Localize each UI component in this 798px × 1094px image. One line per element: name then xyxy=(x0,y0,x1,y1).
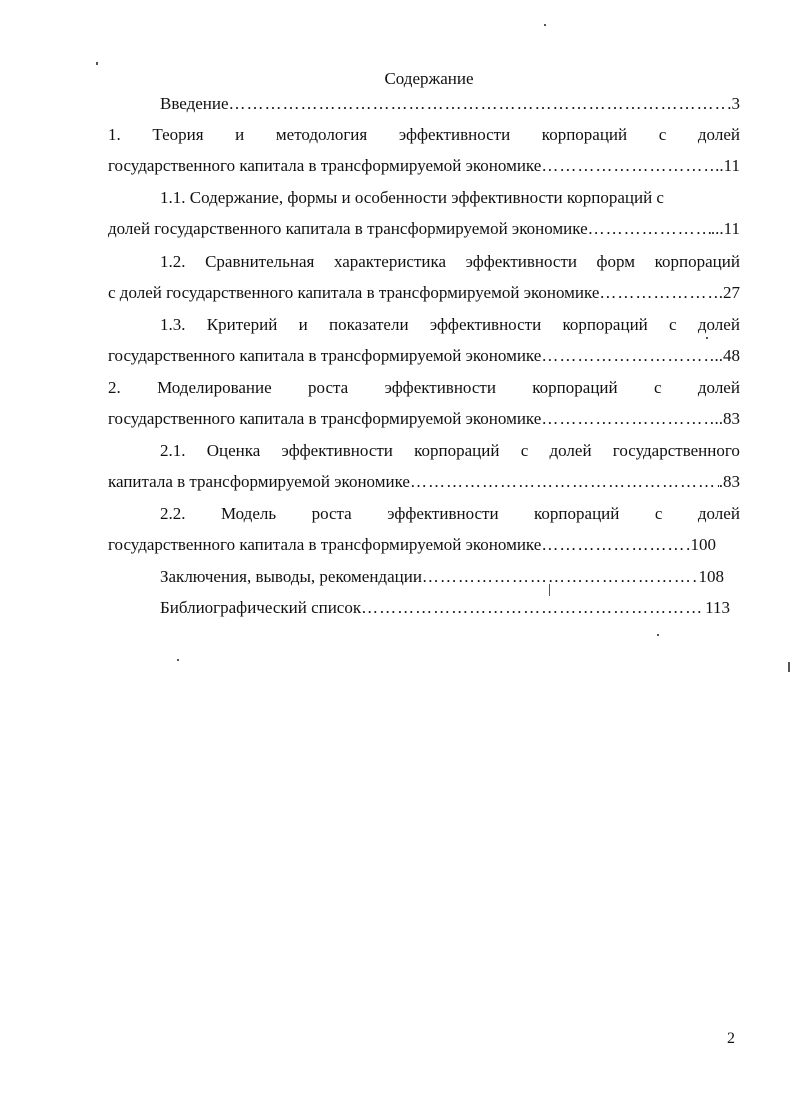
toc-page-number: 113 xyxy=(705,598,730,617)
toc-page-number: 100 xyxy=(690,535,716,554)
toc-word: с xyxy=(654,504,663,523)
toc-word: эффективности xyxy=(429,315,542,334)
toc-entry-text: Заключения, выводы, рекомендации xyxy=(160,567,422,586)
toc-page-number: ...11 xyxy=(710,219,740,238)
leader-dots xyxy=(541,155,715,177)
toc-word: и xyxy=(298,315,308,334)
toc-word: Оценка xyxy=(206,441,261,460)
toc-word: долей xyxy=(549,441,592,460)
scan-speck xyxy=(657,634,659,636)
leader-dots xyxy=(422,566,699,588)
toc-word: форм xyxy=(596,252,636,271)
toc-word: эффективности xyxy=(384,378,496,397)
leader-dots xyxy=(410,471,719,493)
toc-entry-bibliography xyxy=(160,597,730,619)
toc-word: эффективности xyxy=(387,504,499,523)
toc-word: 1.2. xyxy=(160,252,186,271)
toc-entry-s11-line2 xyxy=(108,218,740,240)
toc-entry-s21-line2 xyxy=(108,471,740,493)
toc-word: корпораций xyxy=(534,504,620,523)
toc-page-number: .83 xyxy=(718,472,740,491)
toc-entry-s13-line1 xyxy=(160,314,740,336)
toc-page-number: ..11 xyxy=(715,156,740,175)
toc-word: долей xyxy=(697,504,740,523)
toc-word: 1.3. xyxy=(160,315,186,334)
toc-entry-s13-line2 xyxy=(108,345,740,367)
toc-entry-text: Введение xyxy=(160,94,229,113)
toc-word: 2. xyxy=(108,378,121,397)
toc-entry-ch2-line2 xyxy=(108,408,740,430)
scan-speck xyxy=(177,659,179,661)
toc-entry-text: с долей государственного капитала в трансформируемой экономике xyxy=(108,283,600,302)
toc-entry-text: государственного капитала в трансформируемой экономике xyxy=(108,409,542,428)
toc-word: эффективности xyxy=(281,441,393,460)
toc-word: 1. xyxy=(108,125,121,144)
toc-word: эффективности xyxy=(398,125,511,144)
toc-word: 2.2. xyxy=(160,504,186,523)
toc-word: роста xyxy=(308,378,349,397)
toc-entry-s12-line1 xyxy=(160,251,740,273)
toc-word: и xyxy=(235,125,245,144)
toc-entry-ch1-line1 xyxy=(108,124,740,146)
toc-word: Критерий xyxy=(206,315,278,334)
scan-speck xyxy=(544,24,546,26)
toc-word: роста xyxy=(311,504,352,523)
toc-entry-intro xyxy=(160,93,740,115)
scan-speck xyxy=(96,62,98,65)
leader-dots xyxy=(361,597,705,619)
leader-dots xyxy=(541,408,714,430)
leader-dots xyxy=(588,218,711,240)
toc-entry-ch1-line2 xyxy=(108,155,740,177)
toc-word: с xyxy=(653,378,662,397)
toc-entry-s11-line1: 1.1. Содержание, формы и особенности эффективности корпораций с xyxy=(160,188,664,207)
page-title: Содержание xyxy=(384,69,474,88)
toc-entry-conclusions xyxy=(160,566,724,588)
toc-entry-s22-line2 xyxy=(108,534,716,556)
toc-page-number: .27 xyxy=(718,283,740,302)
toc-word: с xyxy=(658,125,667,144)
scan-speck xyxy=(788,662,790,672)
toc-word: долей xyxy=(697,378,740,397)
toc-word: государственного xyxy=(612,441,740,460)
toc-entry-text: капитала в трансформируемой экономике xyxy=(108,472,410,491)
toc-page-number: 108 xyxy=(698,567,724,586)
toc-word: корпораций xyxy=(654,252,740,271)
toc-word: долей xyxy=(697,125,740,144)
scan-speck xyxy=(549,584,550,596)
toc-page-number: .3 xyxy=(727,94,740,113)
toc-entry-text: государственного капитала в трансформируемой экономике xyxy=(108,346,542,365)
toc-word: методология xyxy=(275,125,368,144)
leader-dots xyxy=(541,345,714,367)
leader-dots xyxy=(599,282,718,304)
toc-entry-ch2-line1 xyxy=(108,377,740,399)
toc-entry-s21-line1 xyxy=(160,440,740,462)
toc-word: характеристика xyxy=(333,252,447,271)
toc-word: Модель xyxy=(220,504,277,523)
toc-entry-s22-line1 xyxy=(160,503,740,525)
toc-word: корпораций xyxy=(532,378,618,397)
toc-word: с xyxy=(520,441,529,460)
toc-word: эффективности xyxy=(465,252,577,271)
toc-entry-text: долей государственного капитала в трансформируемой экономике xyxy=(108,219,588,238)
toc-entry-text: Библиографический список xyxy=(160,598,362,617)
toc-word: Сравнительная xyxy=(205,252,315,271)
toc-word: с xyxy=(669,315,677,334)
leader-dots xyxy=(541,534,690,556)
toc-word: долей xyxy=(697,315,740,334)
leader-dots xyxy=(229,93,728,115)
toc-entry-s12-line2 xyxy=(108,282,740,304)
scan-speck xyxy=(706,337,708,339)
toc-entry-text: государственного капитала в трансформируемой экономике xyxy=(108,156,542,175)
toc-word: корпораций xyxy=(414,441,500,460)
page-number: 2 xyxy=(727,1030,735,1047)
toc-word: корпораций xyxy=(562,315,648,334)
toc-word: показатели xyxy=(329,315,409,334)
toc-word: 2.1. xyxy=(160,441,186,460)
toc-entry-text: государственного капитала в трансформируемой экономике xyxy=(108,535,542,554)
toc-page-number: ..83 xyxy=(714,409,740,428)
toc-word: Теория xyxy=(152,125,204,144)
toc-word: корпораций xyxy=(541,125,628,144)
toc-page-number: ..48 xyxy=(714,346,740,365)
toc-word: Моделирование xyxy=(157,378,272,397)
